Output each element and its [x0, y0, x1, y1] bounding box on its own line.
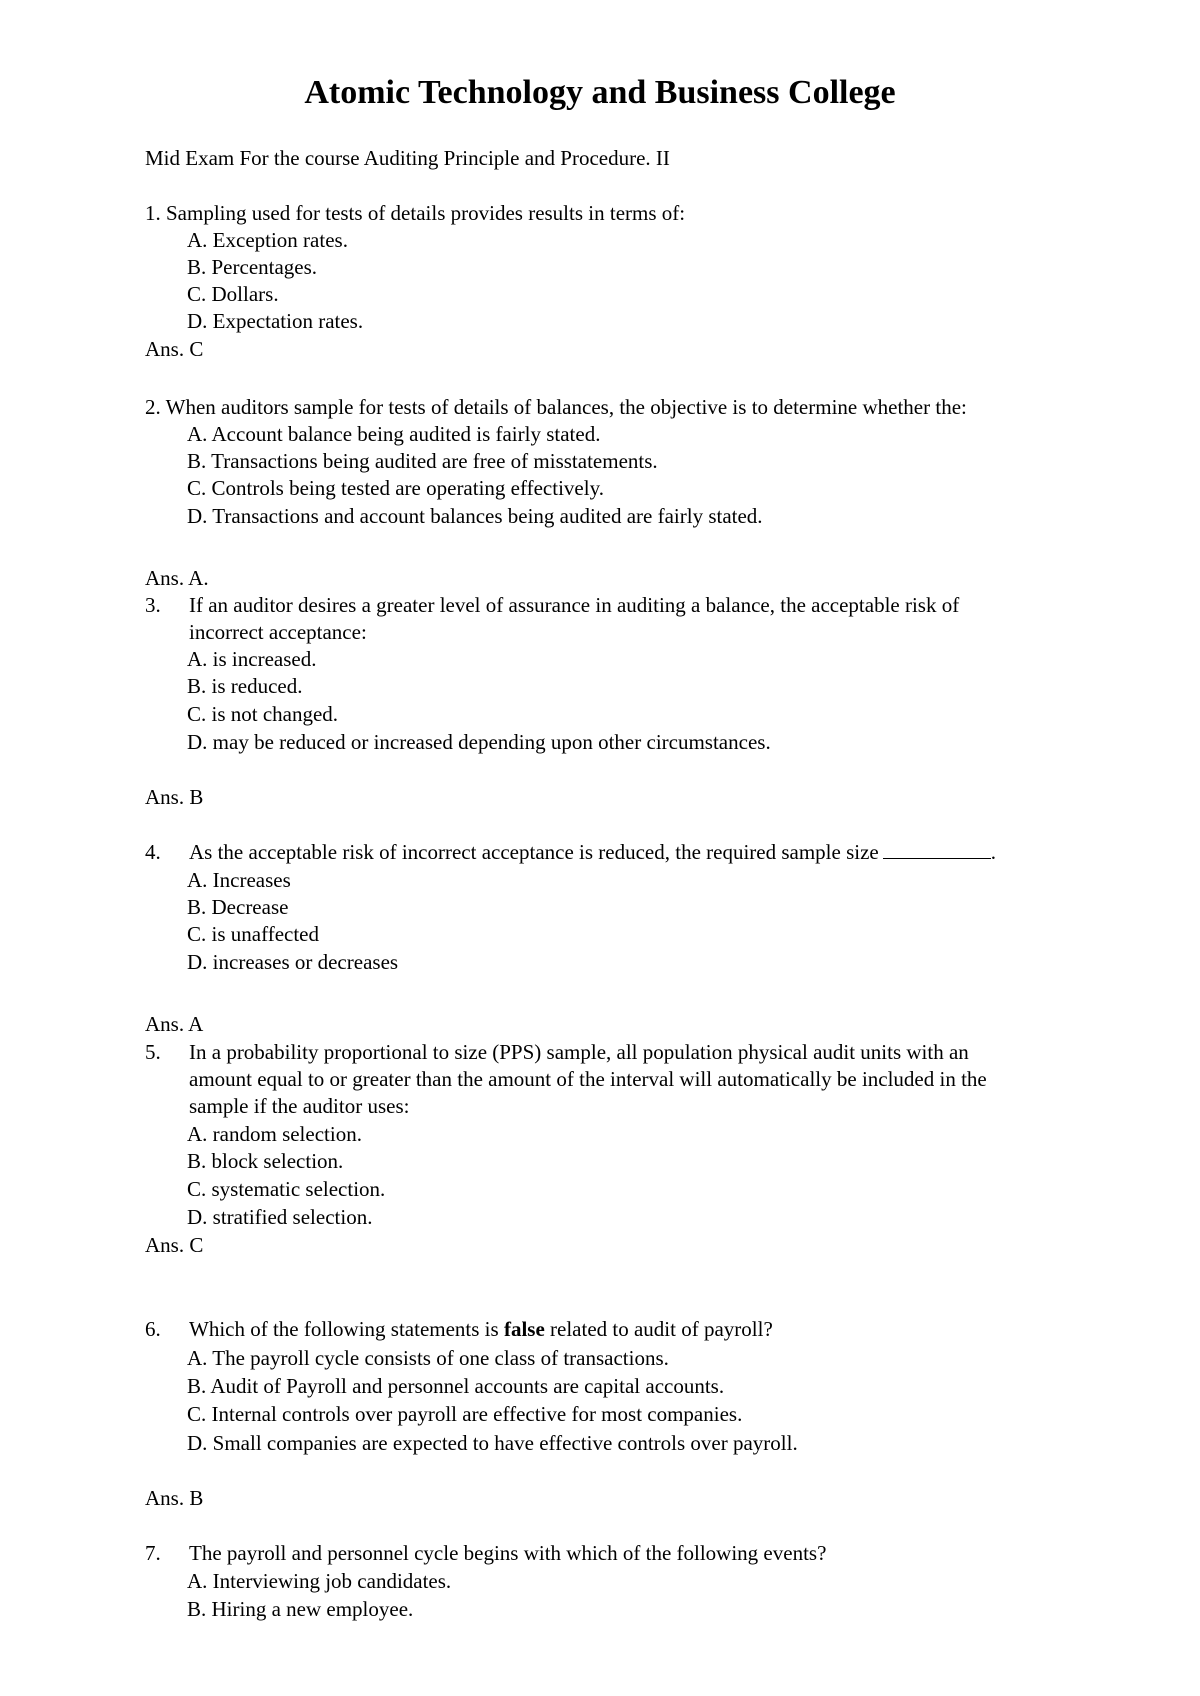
question-4-option-c: C. is unaffected — [187, 922, 319, 946]
question-1-option-d: D. Expectation rates. — [187, 309, 364, 333]
question-5-text-line-1: In a probability proportional to size (PPS) sample, all population physical audit units with an — [189, 1040, 969, 1064]
question-2-option-d: D. Transactions and account balances being audited are fairly stated. — [187, 504, 763, 528]
question-2-answer: Ans. A. — [145, 566, 209, 590]
document-title: Atomic Technology and Business College — [304, 74, 896, 111]
question-6-text-pre: Which of the following statements is — [189, 1317, 504, 1341]
question-5-text-line-3: sample if the auditor uses: — [189, 1094, 410, 1118]
question-1-option-a: A. Exception rates. — [187, 228, 348, 252]
question-4-option-a: A. Increases — [187, 868, 291, 892]
question-5-text-line-2: amount equal to or greater than the amount of the interval will automatically be included in the — [189, 1067, 987, 1091]
question-5-option-b: B. block selection. — [187, 1149, 344, 1173]
question-3-answer: Ans. B — [145, 785, 204, 809]
question-6-option-d: D. Small companies are expected to have effective controls over payroll. — [187, 1431, 798, 1455]
question-3-text-line-1: If an auditor desires a greater level of assurance in auditing a balance, the acceptable risk of — [189, 593, 960, 617]
question-4-text-main: As the acceptable risk of incorrect acceptance is reduced, the required sample size — [189, 840, 879, 864]
question-7-option-a: A. Interviewing job candidates. — [187, 1569, 452, 1593]
question-4-text-end: . — [990, 840, 996, 864]
question-6-option-a: A. The payroll cycle consists of one class of transactions. — [187, 1346, 669, 1370]
question-5-option-c: C. systematic selection. — [187, 1177, 386, 1201]
question-4-option-d: D. increases or decreases — [187, 950, 399, 974]
question-2-text: 2. When auditors sample for tests of details of balances, the objective is to determine whether the: — [145, 395, 967, 419]
question-3-option-d: D. may be reduced or increased depending upon other circumstances. — [187, 730, 771, 754]
question-3-option-a: A. is increased. — [187, 647, 317, 671]
question-5-option-d: D. stratified selection. — [187, 1205, 373, 1229]
answer-blank-line — [883, 840, 991, 859]
question-4-option-b: B. Decrease — [187, 895, 289, 919]
question-1-text: 1. Sampling used for tests of details provides results in terms of: — [145, 201, 686, 225]
question-2-option-c: C. Controls being tested are operating effectively. — [187, 476, 604, 500]
question-2-option-b: B. Transactions being audited are free of misstatements. — [187, 449, 658, 473]
question-3-option-b: B. is reduced. — [187, 674, 303, 698]
question-4-text — [189, 839, 996, 865]
question-3-text-line-2: incorrect acceptance: — [189, 620, 367, 644]
question-7-number: 7. — [145, 1541, 161, 1565]
question-1-answer: Ans. C — [145, 337, 204, 361]
question-5-number: 5. — [145, 1040, 161, 1064]
exam-subtitle: Mid Exam For the course Auditing Principle and Procedure. II — [145, 146, 670, 170]
question-1-option-b: B. Percentages. — [187, 255, 318, 279]
question-6-text — [189, 1316, 773, 1342]
question-3-number: 3. — [145, 593, 161, 617]
question-2-option-a: A. Account balance being audited is fairly stated. — [187, 422, 601, 446]
question-1-option-c: C. Dollars. — [187, 282, 279, 306]
question-6-text-post: related to audit of payroll? — [544, 1317, 773, 1341]
question-7-option-b: B. Hiring a new employee. — [187, 1597, 414, 1621]
question-6-option-b: B. Audit of Payroll and personnel accounts are capital accounts. — [187, 1374, 725, 1398]
question-6-answer: Ans. B — [145, 1486, 204, 1510]
question-4-number: 4. — [145, 840, 161, 864]
question-3-option-c: C. is not changed. — [187, 702, 339, 726]
question-6-option-c: C. Internal controls over payroll are effective for most companies. — [187, 1402, 743, 1426]
question-4-answer: Ans. A — [145, 1012, 204, 1036]
question-7-text: The payroll and personnel cycle begins with which of the following events? — [189, 1541, 827, 1565]
question-6-emphasis: false — [503, 1317, 545, 1341]
question-5-answer: Ans. C — [145, 1233, 204, 1257]
question-5-option-a: A. random selection. — [187, 1122, 362, 1146]
question-6-number: 6. — [145, 1317, 161, 1341]
